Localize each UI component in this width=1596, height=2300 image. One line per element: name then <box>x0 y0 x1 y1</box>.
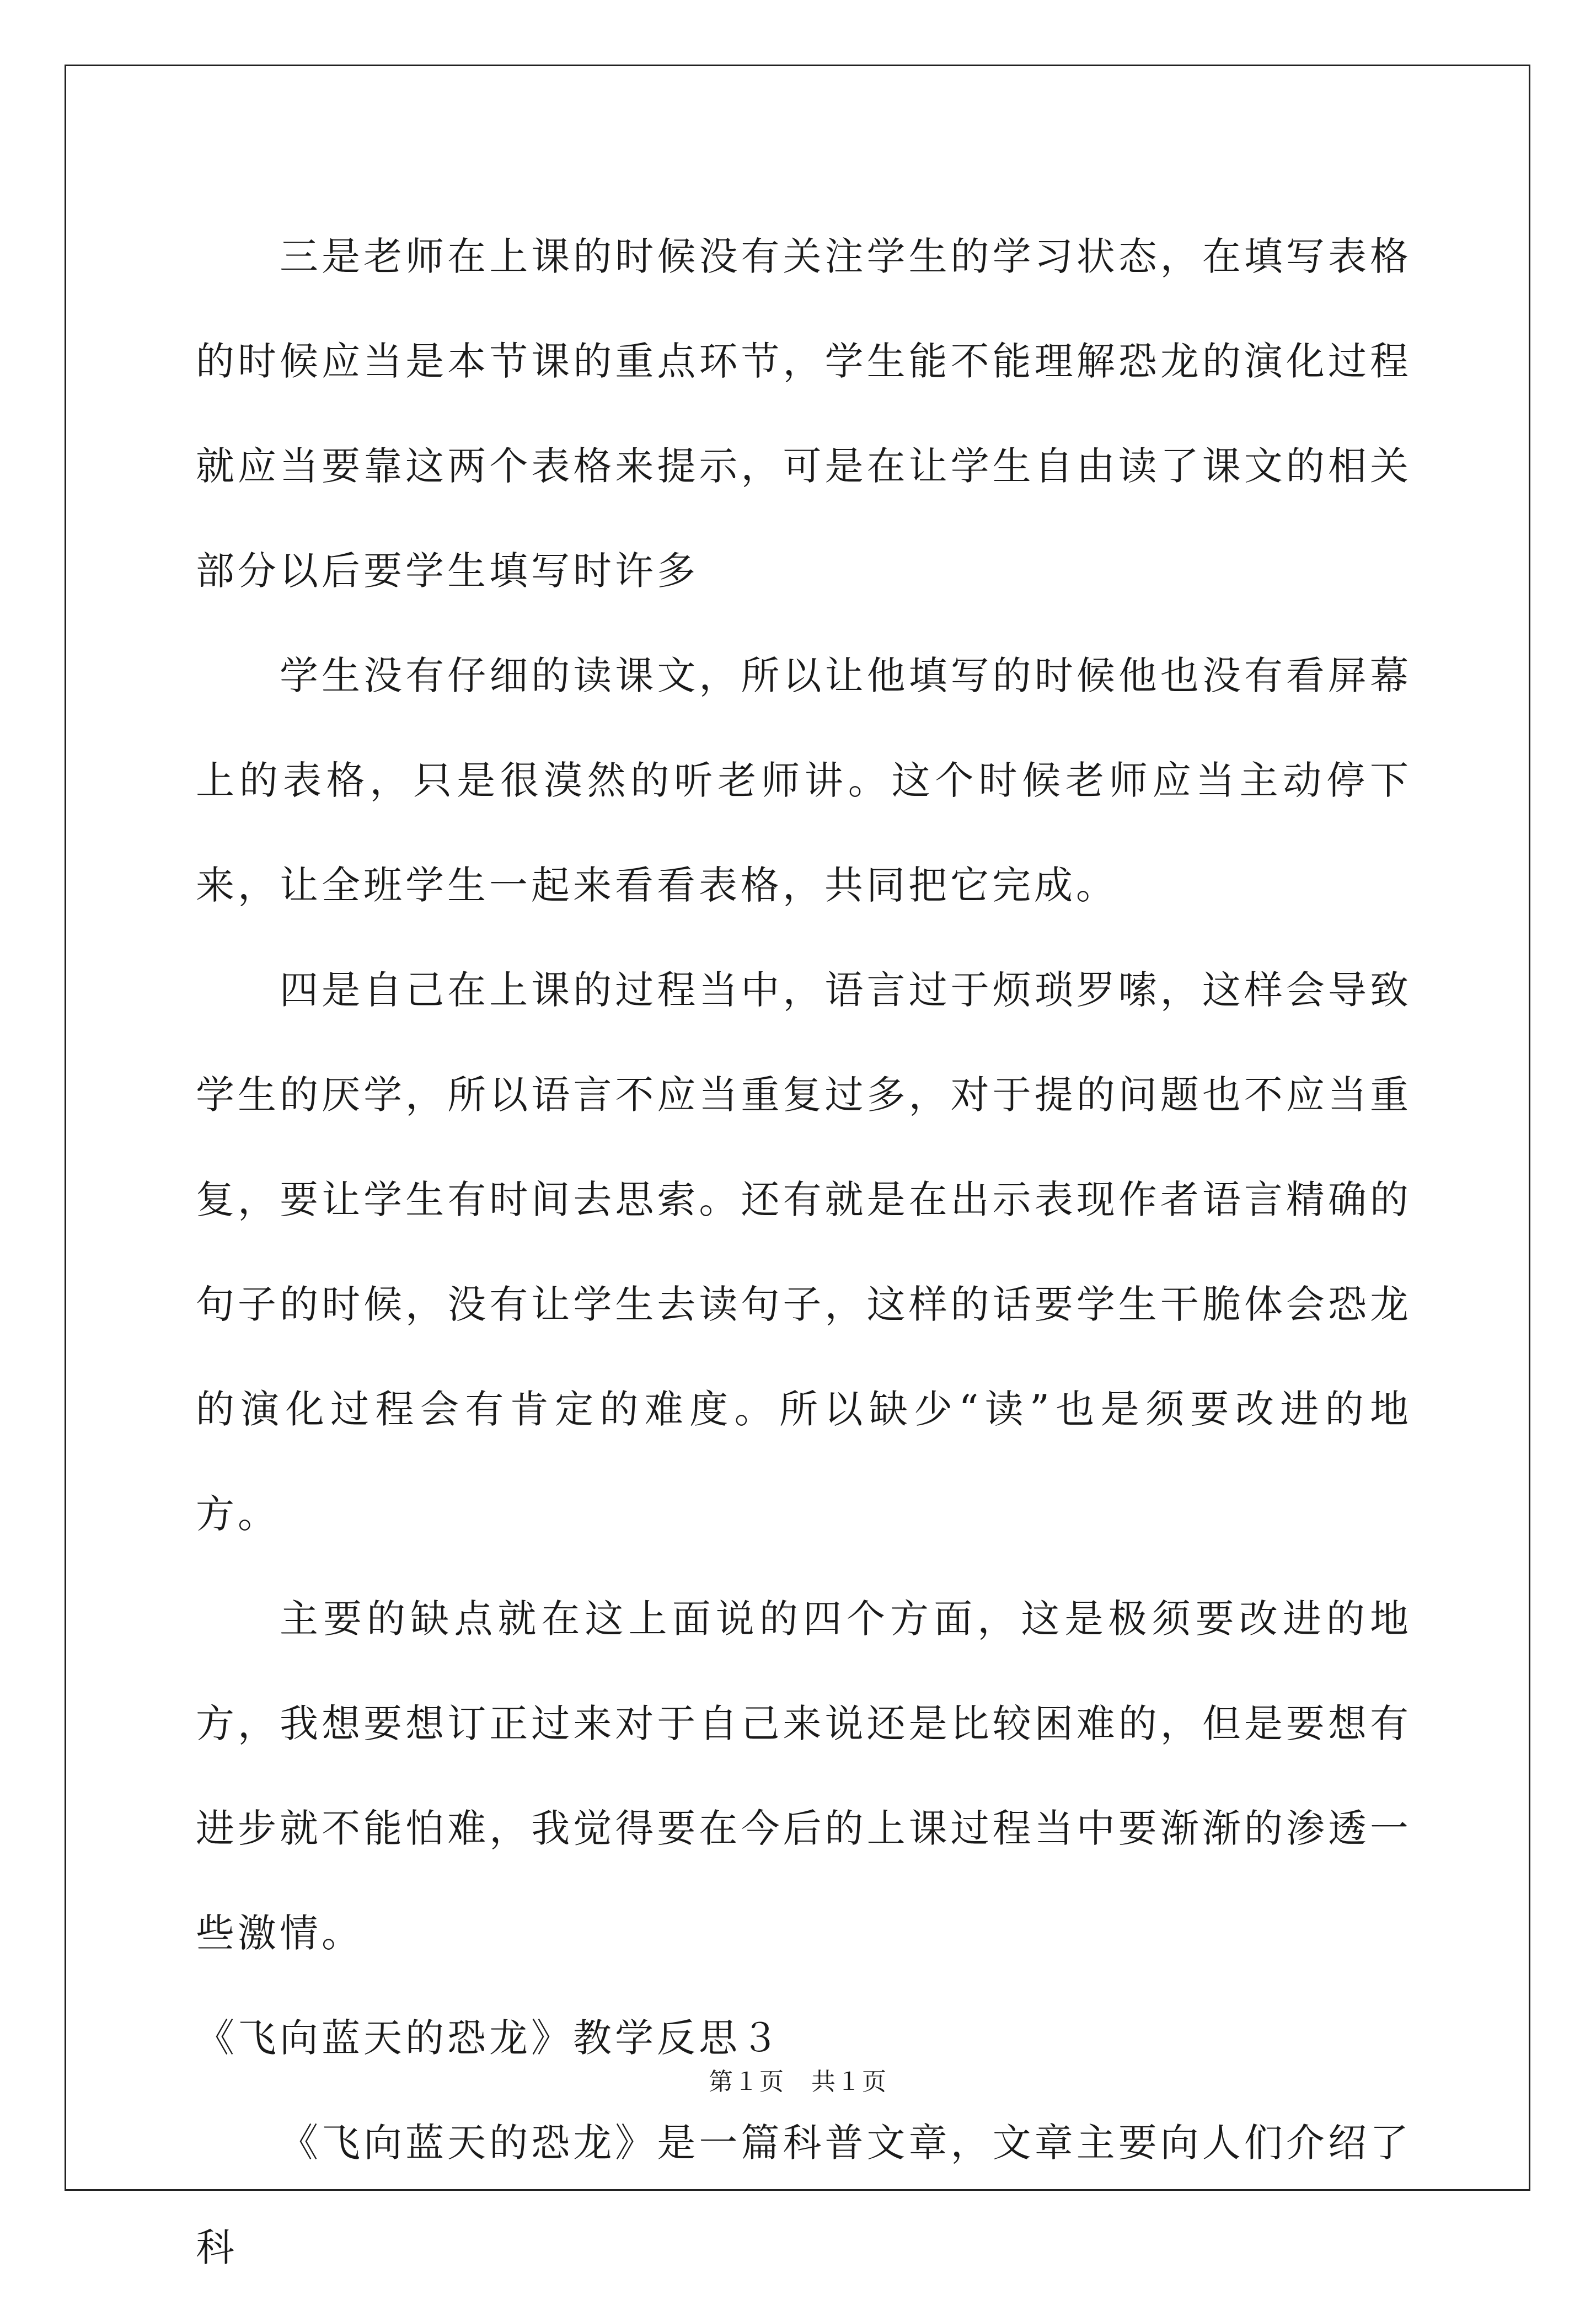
paragraph: 四是自己在上课的过程当中，语言过于烦琐罗嗦，这样会导致学生的厌学，所以语言不应当重复过多，对于提的问题也不应当重复，要让学生有时间去思索。还有就是在出示表现作者语言精确的句子的时候，没有让学生去读句子，这样的话要学生干脆体会恐龙的演化过程会有肯定的难度。所以缺少“读”也是须要改进的地方。 <box>196 967 1412 1537</box>
paragraph: 《飞向蓝天的恐龙》是一篇科普文章，文章主要向人们介绍了科 <box>196 2120 1412 2270</box>
paragraph: 三是老师在上课的时候没有关注学生的学习状态，在填写表格的时候应当是本节课的重点环节，学生能不能理解恐龙的演化过程就应当要靠这两个表格来提示，可是在让学生自由读了课文的相关部分以后要学生填写时许多 <box>196 234 1412 593</box>
document-body <box>196 204 1412 2300</box>
page-footer <box>0 2062 1596 2097</box>
page-number: 第１页 <box>709 2068 785 2096</box>
paragraph: 主要的缺点就在这上面说的四个方面，这是极须要改进的地方，我想要想订正过来对于自己来说还是比较困难的，但是要想有进步就不能怕难，我觉得要在今后的上课过程当中要渐渐的渗透一些激情。 <box>196 1596 1412 1956</box>
section-heading: 《飞向蓝天的恐龙》教学反思３ <box>196 2015 783 2061</box>
page-total: 共１页 <box>811 2068 887 2096</box>
paragraph: 学生没有仔细的读课文，所以让他填写的时候他也没有看屏幕上的表格，只是很漠然的听老师讲。这个时候老师应当主动停下来，让全班学生一起来看看表格，共同把它完成。 <box>196 653 1412 908</box>
